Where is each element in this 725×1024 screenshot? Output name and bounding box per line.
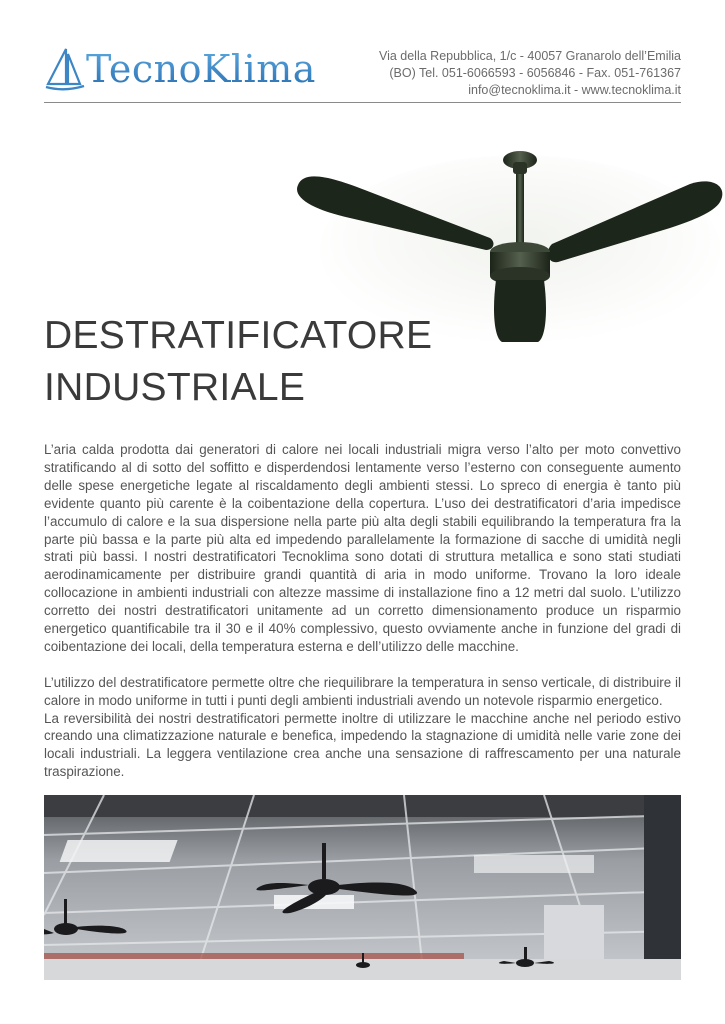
paragraph: L’utilizzo del destratificatore permette oltre che riequilibrare la temperatura in senso verticale, di distribuire il calore in modo uniforme in tutti i punti degli ambienti industriali avendo un notevole risparmio energetico. bbox=[44, 674, 681, 708]
phone-line: (BO) Tel. 051-6066593 - 6056846 - Fax. 051-761367 bbox=[389, 66, 681, 80]
header-divider bbox=[44, 102, 681, 103]
paragraph: L’aria calda prodotta dai generatori di calore nei locali industriali migra verso l’alto per moto convettivo stratificando al di sotto del soffitto e disperdendosi lentamente verso l’esterno con conseguente aumento delle spese energetiche legate al riscaldamento degli ambienti stessi. Lo spreco di energia è tanto più evidente quanto più carente è la coibentazione della copertura. L’uso dei destratificatori d’aria impedisce l’accumulo di calore e la sua dispersione nella parte più alta degli stabili equilibrando la temperatura fra la parte più bassa e la parte più alta ed impedendo parallelamente la formazione di sacche di umidità negli strati più bassi. I nostri destratificatori Tecnoklima sono dotati di struttura metallica e sono stati studiati aerodinamicamente per distribuire grandi quantità di aria in modo uniforme. Trovano la loro ideale collocazione in ambienti industriali con altezze massime di installazione fino a 12 metri dal suolo. L’utilizzo corretto dei nostri destratificatori unitamente ad un corretto dimensionamento produce un risparmio energetico quantificabile tra il 30 e il 40% complessivo, questo ovviamente anche in funzione del gradi di coibentazione dei locali, della temperatura esterna e dell’utilizzo delle macchine. bbox=[44, 442, 681, 654]
contact-block bbox=[379, 48, 681, 99]
page-title bbox=[44, 310, 432, 414]
address-line: Via della Repubblica, 1/c - 40057 Granarolo dell’Emilia bbox=[378, 49, 681, 63]
title-line-2: INDUSTRIALE bbox=[44, 366, 306, 409]
paragraph: La reversibilità dei nostri destratificatori permette inoltre di utilizzare le macchine anche nel periodo estivo creando una climatizzazione naturale e benefica, impedendo la stagnazione di umidità nelle varie zone dei locali industriali. La leggera ventilazione crea anche una sensazione di raffrescamento per una naturale traspirazione. bbox=[44, 710, 681, 780]
title-line-1: DESTRATIFICATORE bbox=[44, 314, 433, 357]
brand-name: TecnoKlima bbox=[86, 47, 316, 91]
sailboat-icon bbox=[44, 46, 86, 92]
brand-logo bbox=[44, 44, 316, 94]
warehouse-ceiling-photo bbox=[44, 795, 681, 980]
email-web-line[interactable]: info@tecnoklima.it - www.tecnoklima.it bbox=[468, 83, 681, 97]
description bbox=[44, 441, 681, 781]
